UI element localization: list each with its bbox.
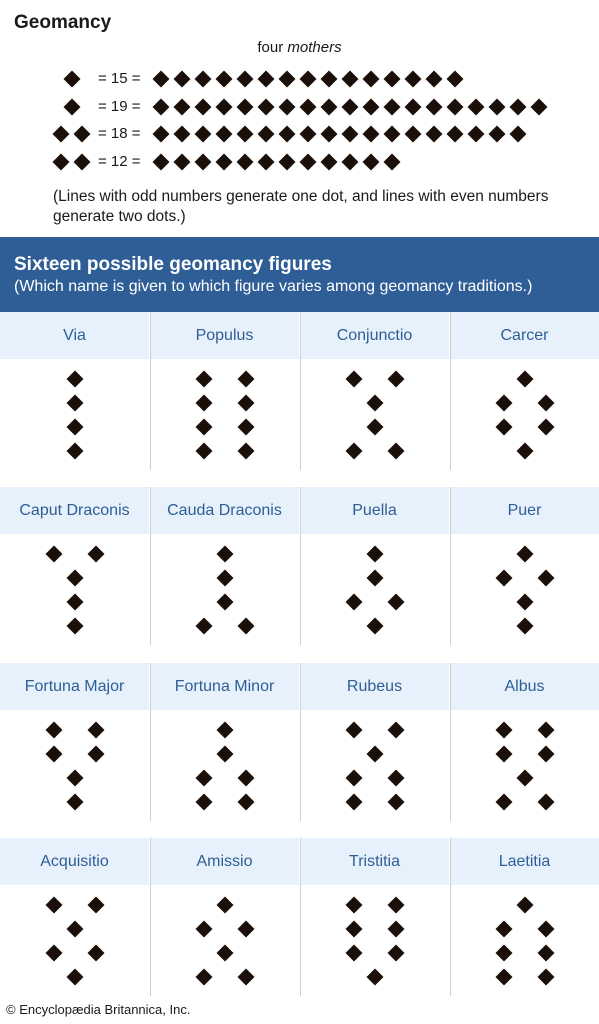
dot-mark [300, 154, 317, 171]
dot-mark [342, 71, 359, 88]
dot-mark [238, 921, 255, 938]
dot-mark [346, 794, 363, 811]
dot-mark [321, 126, 338, 143]
dot-mark [321, 99, 338, 116]
dot-mark [237, 126, 254, 143]
dot-mark [195, 154, 212, 171]
dot-mark [238, 770, 255, 787]
column-divider [300, 663, 301, 821]
dot-mark [367, 746, 384, 763]
dot-mark [346, 594, 363, 611]
dot-mark [196, 969, 213, 986]
dot-mark [496, 746, 513, 763]
dot-mark [67, 371, 84, 388]
dot-mark [510, 99, 527, 116]
dot-mark [384, 154, 401, 171]
dot-mark [67, 921, 84, 938]
dot-mark [153, 126, 170, 143]
dot-mark [67, 969, 84, 986]
dot-mark [88, 945, 105, 962]
column-divider [450, 838, 451, 996]
column-divider [150, 487, 151, 645]
figure-cell [450, 487, 599, 645]
dot-mark [367, 570, 384, 587]
dot-mark [538, 419, 555, 436]
dot-mark [342, 154, 359, 171]
banner-title: Sixteen possible geomancy figures [14, 254, 332, 275]
dot-mark [346, 945, 363, 962]
dot-mark [174, 99, 191, 116]
column-divider [450, 487, 451, 645]
dot-mark [496, 419, 513, 436]
figure-name: Cauda Draconis [150, 487, 299, 534]
dot-mark [74, 154, 91, 171]
dot-mark [538, 570, 555, 587]
dot-mark [321, 71, 338, 88]
figure-cell [0, 312, 149, 470]
dot-mark [517, 546, 534, 563]
dot-mark [510, 126, 527, 143]
dot-mark [67, 443, 84, 460]
dot-mark [346, 921, 363, 938]
figure-cell [300, 487, 449, 645]
dot-mark [195, 99, 212, 116]
dot-mark [363, 154, 380, 171]
dot-mark [300, 126, 317, 143]
dot-mark [388, 945, 405, 962]
column-divider [150, 663, 151, 821]
figure-cell [0, 487, 149, 645]
dot-mark [67, 395, 84, 412]
dot-mark [517, 897, 534, 914]
dot-mark [237, 99, 254, 116]
dot-mark [88, 722, 105, 739]
figure-cell [300, 663, 449, 821]
dot-mark [238, 443, 255, 460]
dot-mark [46, 746, 63, 763]
page-title: Geomancy [14, 12, 112, 33]
dot-mark [447, 126, 464, 143]
figure-cell [150, 312, 299, 470]
dot-mark [196, 794, 213, 811]
dot-mark [388, 770, 405, 787]
dot-mark [346, 897, 363, 914]
column-divider [300, 312, 301, 470]
column-divider [300, 487, 301, 645]
credit-line: © Encyclopædia Britannica, Inc. [6, 1002, 191, 1017]
dot-mark [342, 126, 359, 143]
dot-mark [196, 921, 213, 938]
dot-mark [196, 443, 213, 460]
dot-mark [538, 969, 555, 986]
dot-mark [538, 921, 555, 938]
column-divider [300, 838, 301, 996]
figure-name: Albus [450, 663, 599, 710]
dot-mark [517, 371, 534, 388]
dot-mark [217, 746, 234, 763]
dot-mark [196, 371, 213, 388]
dot-mark [300, 71, 317, 88]
figure-name: Laetitia [450, 838, 599, 885]
banner-subtitle: (Which name is given to which figure varies among geomancy traditions.) [14, 278, 533, 295]
dot-mark [74, 126, 91, 143]
dot-mark [447, 71, 464, 88]
dot-mark [384, 126, 401, 143]
figure-name: Puer [450, 487, 599, 534]
dot-mark [196, 618, 213, 635]
subtitle-prefix: four [257, 39, 288, 56]
dot-mark [538, 945, 555, 962]
dot-mark [346, 770, 363, 787]
figures-banner [0, 237, 599, 312]
dot-mark [426, 126, 443, 143]
dot-mark [496, 570, 513, 587]
dot-mark [279, 99, 296, 116]
dot-mark [88, 546, 105, 563]
dot-mark [46, 546, 63, 563]
dot-mark [367, 546, 384, 563]
dot-mark [217, 945, 234, 962]
figure-name: Fortuna Major [0, 663, 149, 710]
figure-cell [0, 663, 149, 821]
figure-name: Puella [300, 487, 449, 534]
dot-mark [426, 99, 443, 116]
dot-mark [538, 794, 555, 811]
dot-mark [88, 897, 105, 914]
dot-mark [67, 794, 84, 811]
dot-mark [321, 154, 338, 171]
mother-equation: = 18 = [98, 125, 141, 142]
dot-mark [174, 71, 191, 88]
dot-mark [238, 419, 255, 436]
dot-mark [46, 897, 63, 914]
dot-mark [237, 154, 254, 171]
dot-mark [496, 794, 513, 811]
dot-mark [46, 945, 63, 962]
column-divider [450, 312, 451, 470]
dot-mark [195, 71, 212, 88]
figure-name: Caput Draconis [0, 487, 149, 534]
dot-mark [196, 419, 213, 436]
dot-mark [67, 419, 84, 436]
figure-cell [450, 312, 599, 470]
column-divider [150, 838, 151, 996]
dot-mark [388, 722, 405, 739]
dot-mark [367, 395, 384, 412]
dot-mark [367, 618, 384, 635]
dot-mark [538, 722, 555, 739]
dot-mark [174, 154, 191, 171]
figure-name: Rubeus [300, 663, 449, 710]
figure-cell [150, 487, 299, 645]
dot-mark [258, 71, 275, 88]
mother-equation: = 15 = [98, 70, 141, 87]
dot-mark [468, 99, 485, 116]
dot-mark [67, 618, 84, 635]
dot-mark [217, 546, 234, 563]
dot-mark [258, 126, 275, 143]
mothers-note: (Lines with odd numbers generate one dot, and lines with even numbers generate two dots.) [53, 188, 549, 225]
dot-mark [496, 395, 513, 412]
figure-name: Acquisitio [0, 838, 149, 885]
figure-cell [150, 663, 299, 821]
figure-name: Via [0, 312, 149, 359]
dot-mark [217, 722, 234, 739]
dot-mark [53, 126, 70, 143]
column-divider [150, 312, 151, 470]
dot-mark [367, 969, 384, 986]
subtitle-italic: mothers [287, 39, 342, 56]
dot-mark [238, 395, 255, 412]
dot-mark [405, 126, 422, 143]
dot-mark [64, 99, 81, 116]
figure-name: Tristitia [300, 838, 449, 885]
figure-name: Fortuna Minor [150, 663, 299, 710]
dot-mark [153, 154, 170, 171]
dot-mark [64, 71, 81, 88]
dot-mark [53, 154, 70, 171]
dot-mark [238, 969, 255, 986]
dot-mark [346, 722, 363, 739]
dot-mark [216, 71, 233, 88]
dot-mark [405, 71, 422, 88]
dot-mark [216, 126, 233, 143]
dot-mark [258, 99, 275, 116]
dot-mark [195, 126, 212, 143]
dot-mark [346, 443, 363, 460]
dot-mark [67, 570, 84, 587]
dot-mark [217, 897, 234, 914]
dot-mark [196, 395, 213, 412]
dot-mark [517, 618, 534, 635]
figure-name: Populus [150, 312, 299, 359]
dot-mark [388, 897, 405, 914]
dot-mark [238, 371, 255, 388]
dot-mark [217, 594, 234, 611]
dot-mark [496, 921, 513, 938]
figure-name: Conjunctio [300, 312, 449, 359]
dot-mark [384, 99, 401, 116]
dot-mark [517, 770, 534, 787]
dot-mark [279, 126, 296, 143]
dot-mark [67, 594, 84, 611]
dot-mark [216, 99, 233, 116]
figure-cell [0, 838, 149, 996]
dot-mark [517, 443, 534, 460]
dot-mark [153, 71, 170, 88]
figure-cell [300, 838, 449, 996]
dot-mark [237, 71, 254, 88]
dot-mark [363, 126, 380, 143]
dot-mark [388, 794, 405, 811]
dot-mark [216, 154, 233, 171]
column-divider [450, 663, 451, 821]
dot-mark [517, 594, 534, 611]
figure-cell [450, 663, 599, 821]
dot-mark [447, 99, 464, 116]
mother-equation: = 12 = [98, 153, 141, 170]
dot-mark [468, 126, 485, 143]
dot-mark [388, 443, 405, 460]
dot-mark [426, 71, 443, 88]
dot-mark [388, 921, 405, 938]
dot-mark [346, 371, 363, 388]
dot-mark [496, 722, 513, 739]
dot-mark [153, 99, 170, 116]
dot-mark [388, 371, 405, 388]
dot-mark [363, 71, 380, 88]
dot-mark [538, 395, 555, 412]
figure-name: Carcer [450, 312, 599, 359]
dot-mark [279, 154, 296, 171]
dot-mark [384, 71, 401, 88]
dot-mark [279, 71, 296, 88]
dot-mark [196, 770, 213, 787]
dot-mark [88, 746, 105, 763]
dot-mark [538, 746, 555, 763]
figure-name: Amissio [150, 838, 299, 885]
dot-mark [174, 126, 191, 143]
dot-mark [363, 99, 380, 116]
dot-mark [67, 770, 84, 787]
mothers-subtitle [0, 39, 599, 56]
dot-mark [496, 969, 513, 986]
dot-mark [46, 722, 63, 739]
dot-mark [489, 99, 506, 116]
mother-equation: = 19 = [98, 98, 141, 115]
figure-cell [450, 838, 599, 996]
dot-mark [258, 154, 275, 171]
figure-cell [300, 312, 449, 470]
dot-mark [217, 570, 234, 587]
dot-mark [367, 419, 384, 436]
dot-mark [388, 594, 405, 611]
dot-mark [238, 618, 255, 635]
figure-cell [150, 838, 299, 996]
dot-mark [405, 99, 422, 116]
dot-mark [342, 99, 359, 116]
dot-mark [300, 99, 317, 116]
dot-mark [531, 99, 548, 116]
dot-mark [489, 126, 506, 143]
dot-mark [238, 794, 255, 811]
dot-mark [496, 945, 513, 962]
